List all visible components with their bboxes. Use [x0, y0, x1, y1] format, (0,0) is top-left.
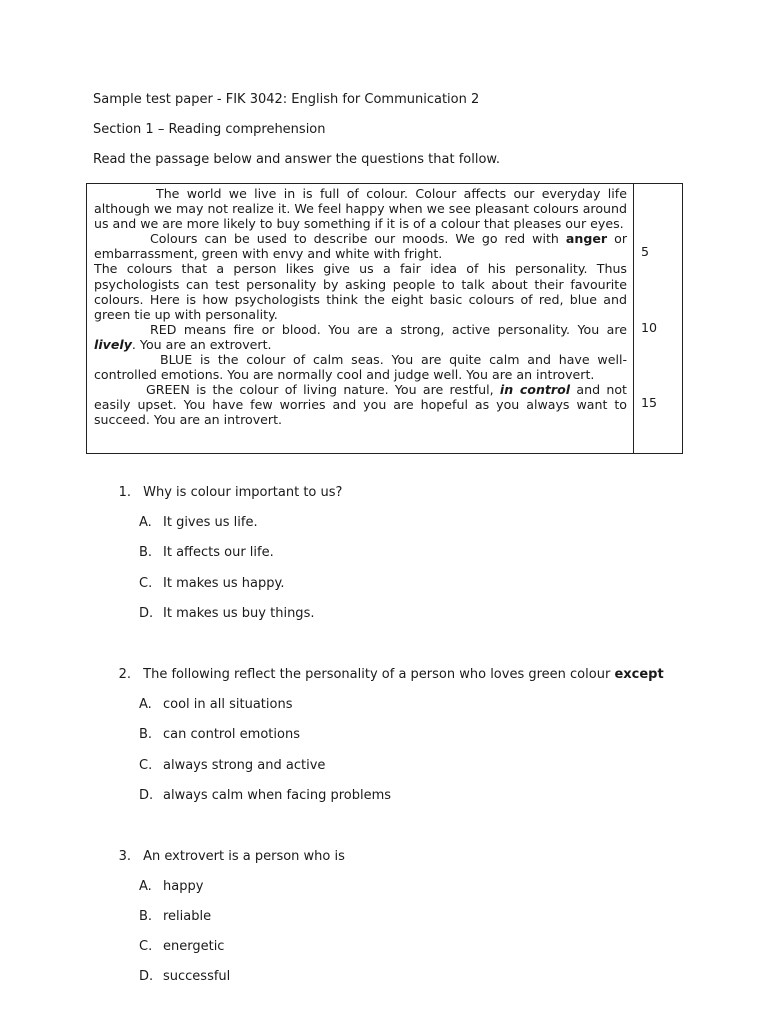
question-2-option-c[interactable]: C. always strong and active — [139, 758, 326, 773]
question-text: Why is colour important to us? — [143, 485, 343, 500]
line-number-5: 5 — [641, 244, 650, 259]
question-2-option-a[interactable]: A. cool in all situations — [139, 697, 293, 712]
passage-paragraph-5: BLUE is the colour of calm seas. You are quite calm and have well-controlled emotions. You are normally cool and judge well. You are an introvert. — [94, 352, 627, 383]
question-1-option-d[interactable]: D. It makes us buy things. — [139, 606, 315, 621]
question-2-option-b[interactable]: B. can control emotions — [139, 727, 300, 742]
passage-paragraph-1: The world we live in is full of colour. Colour affects our everyday life although we may not realize it. We feel happy when we see pleasant colours around us and we are more likely to buy something if it is of a colour that pleases our eyes. — [94, 186, 627, 232]
question-text: The following reflect the personality of a person who loves green colour except — [143, 667, 664, 682]
line-number-15: 15 — [641, 395, 658, 410]
line-number-10: 10 — [641, 320, 658, 335]
question-1-option-a[interactable]: A. It gives us life. — [139, 515, 258, 530]
bold-word-anger: anger — [565, 231, 608, 247]
question-number: 2. — [118, 667, 131, 682]
passage-text — [94, 186, 627, 428]
question-number: 3. — [118, 849, 131, 864]
instruction-text: Read the passage below and answer the questions that follow. — [93, 152, 500, 167]
question-3 — [114, 849, 345, 864]
passage-paragraph-4: RED means fire or blood. You are a strong, active personality. You are lively. You are an extrovert. — [94, 321, 627, 352]
bold-italic-lively: lively — [94, 336, 132, 352]
passage-table — [86, 183, 683, 454]
question-3-option-b[interactable]: B. reliable — [139, 909, 212, 924]
bold-word-except: except — [614, 667, 664, 682]
paper-title: Sample test paper - FIK 3042: English for Communication 2 — [93, 92, 480, 107]
question-1-option-c[interactable]: C. It makes us happy. — [139, 576, 285, 591]
column-divider — [633, 184, 634, 453]
question-3-option-c[interactable]: C. energetic — [139, 939, 225, 954]
question-number: 1. — [118, 485, 131, 500]
question-1-option-b[interactable]: B. It affects our life. — [139, 545, 274, 560]
question-2-option-d[interactable]: D. always calm when facing problems — [139, 788, 392, 803]
question-2 — [114, 667, 664, 682]
question-3-option-a[interactable]: A. happy — [139, 879, 204, 894]
passage-paragraph-3: The colours that a person likes give us a fair idea of his personality. Thus psychologists can test personality by asking people to talk about their favourite colours. Here is how psychologists think the eight basic colours of red, blue and green tie up with personality. — [94, 261, 627, 322]
question-1 — [114, 485, 342, 500]
section-heading: Section 1 – Reading comprehension — [93, 122, 326, 137]
question-text: An extrovert is a person who is — [143, 849, 345, 864]
passage-paragraph-2: Colours can be used to describe our moods. We go red with anger or embarrassment, green with envy and white with fright. — [94, 231, 627, 262]
question-3-option-d[interactable]: D. successful — [139, 969, 231, 984]
bold-italic-in-control: in control — [499, 382, 571, 398]
passage-paragraph-6: GREEN is the colour of living nature. You are restful, in control and not easily upset. You have few worries and you are hopeful as you always want to succeed. You are an introvert. — [94, 382, 627, 428]
